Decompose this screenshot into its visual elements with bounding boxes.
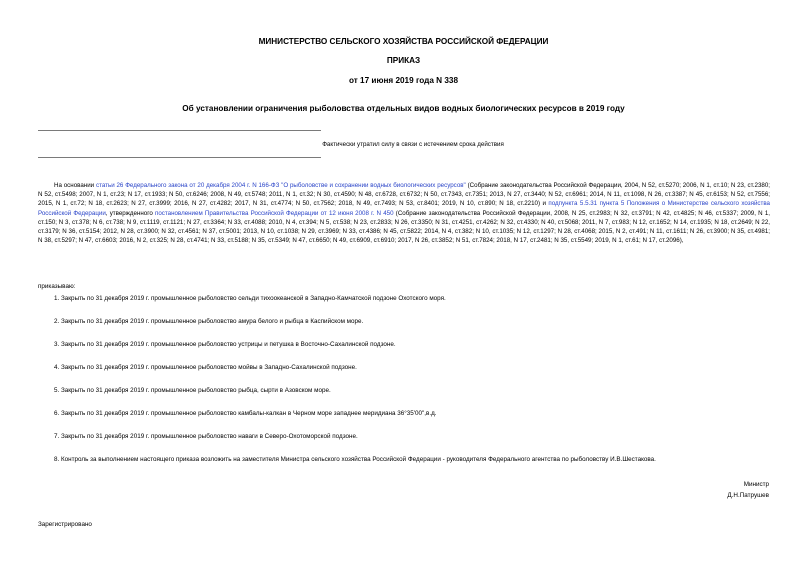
order-item-7: 7. Закрыть по 31 декабря 2019 г. промышленное рыболовство наваги в Северо-Охотоморской подзоне. <box>54 433 358 440</box>
law-article-26-link[interactable]: статьи 26 Федерального закона от 20 декабря 2004 г. N 166-ФЗ "О рыболовстве и сохранении водных биологических ресурсов" <box>95 182 466 189</box>
status-note: Фактически утратил силу в связи с истечением срока действия <box>322 141 504 148</box>
divider-top <box>38 130 321 131</box>
registered-label: Зарегистрировано <box>38 521 92 528</box>
preamble-text-2: (Собрание законодательства Российской Федерации, 2004, N 52, ст.5270; 2006, N 1, ст.10; N 23, ст.2380; N 52, ст.5498; 2007, N 1, ст.23; N 17, ст.1933; N 50, ст.6246; 2008, N 49, ст.5748; 2011, N 1, ст.32; N 30, ст.4590; N 48, ст.6728, ст.6732; N 50, ст.7343, ст.7351; 2013, N 27, ст.3440; N 52, ст.6961; 2014, N 11, ст.1098, N 26, ст.3387; N 45, ст.6153; N 52, ст.7556; 2015, N 1, ст.72; N 18, ст.2623; N 27, ст.3999; 2016, N 27, ст.4282; 2017, N 31, ст.4774; N 50, ст.7562; 2018, N 49, ст.7493; N 53, ст.8401; 2019, N 10, ст.890; N 18, ст.2210) и <box>38 182 770 208</box>
signature-position: Министр <box>743 481 769 488</box>
order-item-5: 5. Закрыть по 31 декабря 2019 г. промышленное рыболовство рыбца, сырти в Азовском море. <box>54 387 331 394</box>
order-item-3: 3. Закрыть по 31 декабря 2019 г. промышленное рыболовство устрицы и петушка в Восточно-Сахалинской подзоне. <box>54 341 396 348</box>
order-word: приказываю: <box>38 283 76 290</box>
document-title: Об установлении ограничения рыболовства отдельных видов водных биологических ресурсов в 2019 году <box>182 104 625 113</box>
regulation-subclause-link[interactable]: подпункта 5.5.31 пункта 5 Положения о Министерстве сельского хозяйства Российской Федерации <box>38 200 770 217</box>
preamble-paragraph <box>38 181 770 245</box>
government-decree-link[interactable]: постановлением Правительства Российской Федерации от 12 июня 2008 г. N 450 <box>154 209 394 217</box>
signature-name: Д.Н.Патрушев <box>727 492 769 499</box>
preamble-text-3: , утвержденного <box>105 209 155 217</box>
order-item-2: 2. Закрыть по 31 декабря 2019 г. промышленное рыболовство амура белого и рыбца в Каспийском море. <box>54 318 364 325</box>
doc-type-heading: ПРИКАЗ <box>386 56 421 65</box>
order-item-8: 8. Контроль за выполнением настоящего приказа возложить на заместителя Министра сельского хозяйства Российской Федерации - руководителя Федерального агентства по рыболовству И.В.Шестакова. <box>54 456 656 463</box>
date-number-heading: от 17 июня 2019 года N 338 <box>348 76 459 85</box>
preamble-text-4: (Собрание законодательства Российской Федерации, 2008, N 25, ст.2983; N 32, ст.3791; N 42, ст.4825; N 46, ст.5337; 2009, N 1, ст.150; N 3, ст.378; N 6, ст.738; N 9, ст.1119, ст.1121; N 27, ст.3364; N 33, ст.4088; 2010, N 4, ст.394; N 5, ст.538; N 23, ст.2833; N 26, ст.3350; N 31, ст.4251, ст.4262; N 32, ст.4330; N 40, ст.5068; 2011, N 7, ст.983; N 12, ст.1652; N 14, ст.1935; N 18, ст.2649; N 22, ст.3179; N 36, ст.5154; 2012, N 28, ст.3900; N 32, ст.4561; N 37, ст.5001; 2013, N 10, ст.1038; N 29, ст.3969; N 33, ст.4386; N 45, ст.5822; 2014, N 4, ст.382; N 10, ст.1035; N 12, ст.1297; N 28, ст.4068; 2015, N 2, ст.491; N 11, ст.1611; N 26, ст.3900; N 35, ст.4981; N 38, ст.5297; N 47, ст.6603; 2016, N 2, ст.325; N 28, ст.4741; N 33, ст.5188; N 35, ст.5349; N 47, ст.6650; N 49, ст.6909, ст.6910; 2017, N 26, ст.3852; N 51, ст.7824; 2018, N 17, ст.2481; N 35, ст.5549; 2019, N 1, ст.61; N 17, ст.2096), <box>38 209 770 245</box>
preamble-text-1: На основании <box>54 182 96 189</box>
order-item-6: 6. Закрыть по 31 декабря 2019 г. промышленное рыболовство камбалы-калкан в Черном море западнее меридиана 36°35'00",в.д. <box>54 410 437 417</box>
ministry-heading: МИНИСТЕРСТВО СЕЛЬСКОГО ХОЗЯЙСТВА РОССИЙСКОЙ ФЕДЕРАЦИИ <box>258 37 549 46</box>
order-item-1: 1. Закрыть по 31 декабря 2019 г. промышленное рыболовство сельди тихоокеанской в Западно-Камчатской подзоне Охотского моря. <box>54 295 446 302</box>
divider-bottom <box>38 157 321 158</box>
order-item-4: 4. Закрыть по 31 декабря 2019 г. промышленное рыболовство мойвы в Западно-Сахалинской подзоне. <box>54 364 357 371</box>
